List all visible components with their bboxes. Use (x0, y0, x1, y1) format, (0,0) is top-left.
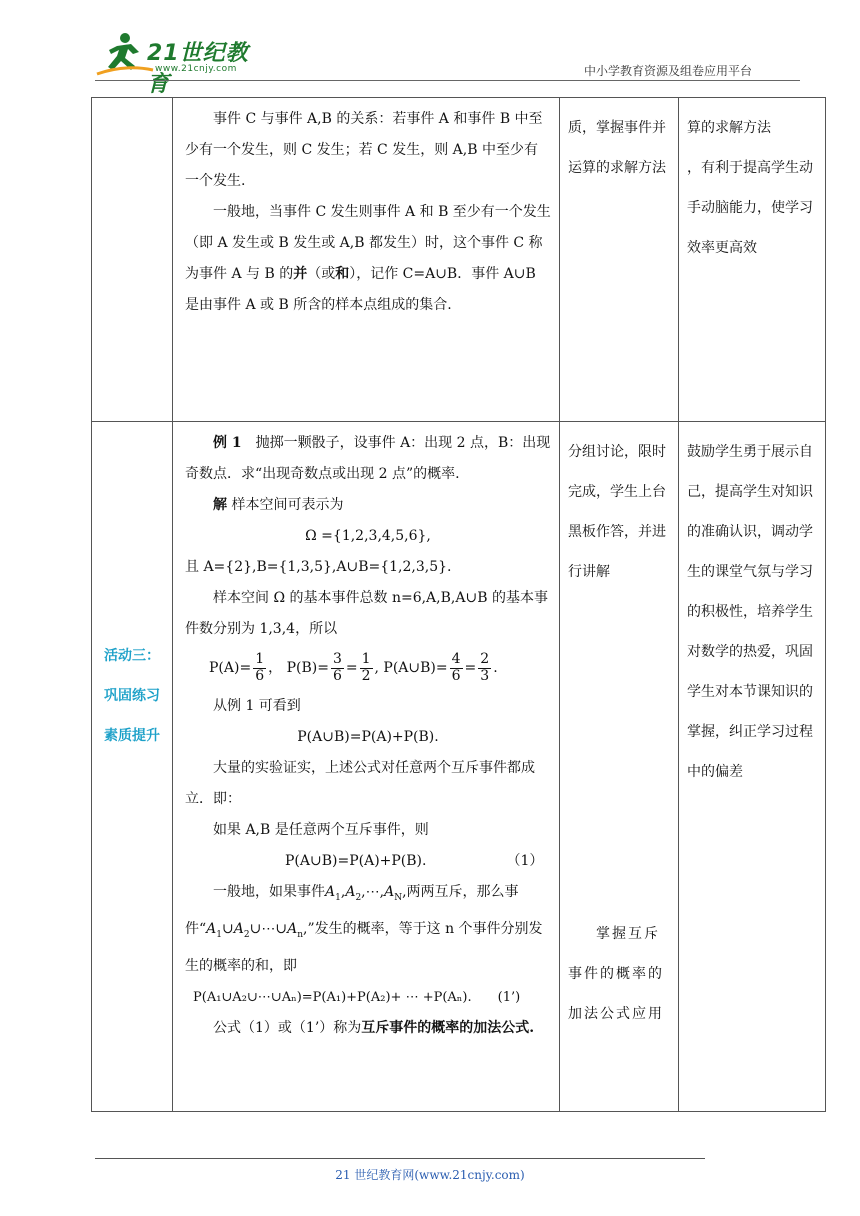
logo-text: 21世纪教育 (147, 41, 249, 97)
from-example-line: 从例 1 可看到 (213, 698, 301, 714)
student-cell (560, 98, 679, 422)
table-row (92, 422, 826, 1112)
activity-cell (92, 422, 173, 1112)
example-1: 例 1 抛掷一颗骰子，设事件 A：出现 2 点，B：出现奇数点．求“出现奇数点或出现 2 点”的概率. (185, 435, 551, 482)
omega-line: Ω ={1,2,3,4,5,6}, (305, 528, 431, 544)
lesson-table (91, 97, 826, 1112)
experiment-line: 大量的实验证实，上述公式对任意两个互斥事件都成立．即： (185, 760, 535, 807)
intent-text: 鼓励学生勇于展示自己，提高学生对知识的准确认识，调动学生的课堂气氛与学习的积极性，培养学生对数学的热爱，巩固学生对本节课知识的掌握，纠正学习过程中的偏差 (687, 444, 813, 780)
table-row (92, 98, 826, 422)
conclusion-line: 公式（1）或（1’）称为互斥事件的概率的加法公式. (213, 1019, 535, 1036)
platform-title: 中小学教育资源及组卷应用平台 (583, 64, 752, 78)
content-cell (173, 422, 560, 1112)
if-line: 如果 A,B 是任意两个互斥事件，则 (213, 822, 429, 838)
student-activity-text: 分组讨论，限时完成，学生上台黑板作答，并进行讲解 (568, 444, 666, 580)
formula-2: P(A₁∪A₂∪⋯∪Aₙ)=P(A₁)+P(A₂)+ ⋯ +P(Aₙ). (1’) (193, 989, 521, 1005)
count-line: 样本空间 Ω 的基本事件总数 n=6,A,B,A∪B 的基本事件数分别为 1,3,4，所以 (185, 590, 548, 637)
probability-line: P(A)= $\frac{1}{6}$ ， P(B)= $\frac{3}{6}$ = $\frac{1}{2}$ , P(A∪B)= $\frac{4}{6}$ = $\frac{2}{3}$ . (209, 651, 498, 684)
student-activity-text-2: 掌握互斥事件的概率的加法公式应用 (568, 926, 664, 1022)
solution-line: 解 样本空间可表示为 (213, 497, 344, 513)
footer-divider (95, 1158, 705, 1159)
content-cell (173, 98, 560, 422)
union-definition: 一般地，当事件 C 发生则事件 A 和 B 至少有一个发生（即 A 发生或 B 发生或 A,B 都发生）时，这个事件 C 称为事件 A 与 B 的并（或和），记作 C=A∪B．事件 A∪B 是由事件 A 或 B 所含的样本点组成的集合. (185, 204, 551, 313)
page-header (0, 0, 860, 97)
formula-1: P(A∪B)=P(A)+P(B). （1） (285, 853, 544, 869)
runner-logo-icon (95, 30, 155, 78)
general-line: 一般地，如果事件$A_1,A_2,\cdots,A_N$,两两互斥，那么事件“$A_1\cup A_2\cup\cdots\cup A_n$,”发生的概率，等于这 n 个事件分别发生的概率的和，即 (185, 884, 543, 974)
intent-text-2: ，有利于提高学生动手动脑能力，使学习效率更高效 (687, 160, 813, 256)
relation-text: 事件 C 与事件 A,B 的关系：若事件 A 和事件 B 中至少有一个发生，则 C 发生；若 C 发生，则 A,B 中至少有一个发生. (185, 111, 543, 189)
logo-url: www.21cnjy.com (155, 64, 237, 74)
footer-text: 21 世纪教育网(www.21cnjy.com) (335, 1168, 525, 1182)
intent-text-1: 算的求解方法 (687, 120, 771, 136)
activity-cell-empty (92, 98, 173, 422)
union-equation: P(A∪B)=P(A)+P(B). (297, 729, 439, 745)
student-activity-text: 质，掌握事件并运算的求解方法 (568, 120, 666, 176)
header-divider (95, 80, 800, 81)
student-cell (560, 422, 679, 1112)
activity-label-3: 素质提升 (104, 728, 160, 744)
intent-cell (679, 422, 826, 1112)
intent-cell (679, 98, 826, 422)
activity-label-2: 巩固练习 (104, 688, 160, 704)
logo (95, 30, 265, 97)
sets-line: 且 A={2},B={1,3,5},A∪B={1,2,3,5}. (185, 559, 452, 575)
activity-label-1: 活动三： (104, 648, 160, 664)
